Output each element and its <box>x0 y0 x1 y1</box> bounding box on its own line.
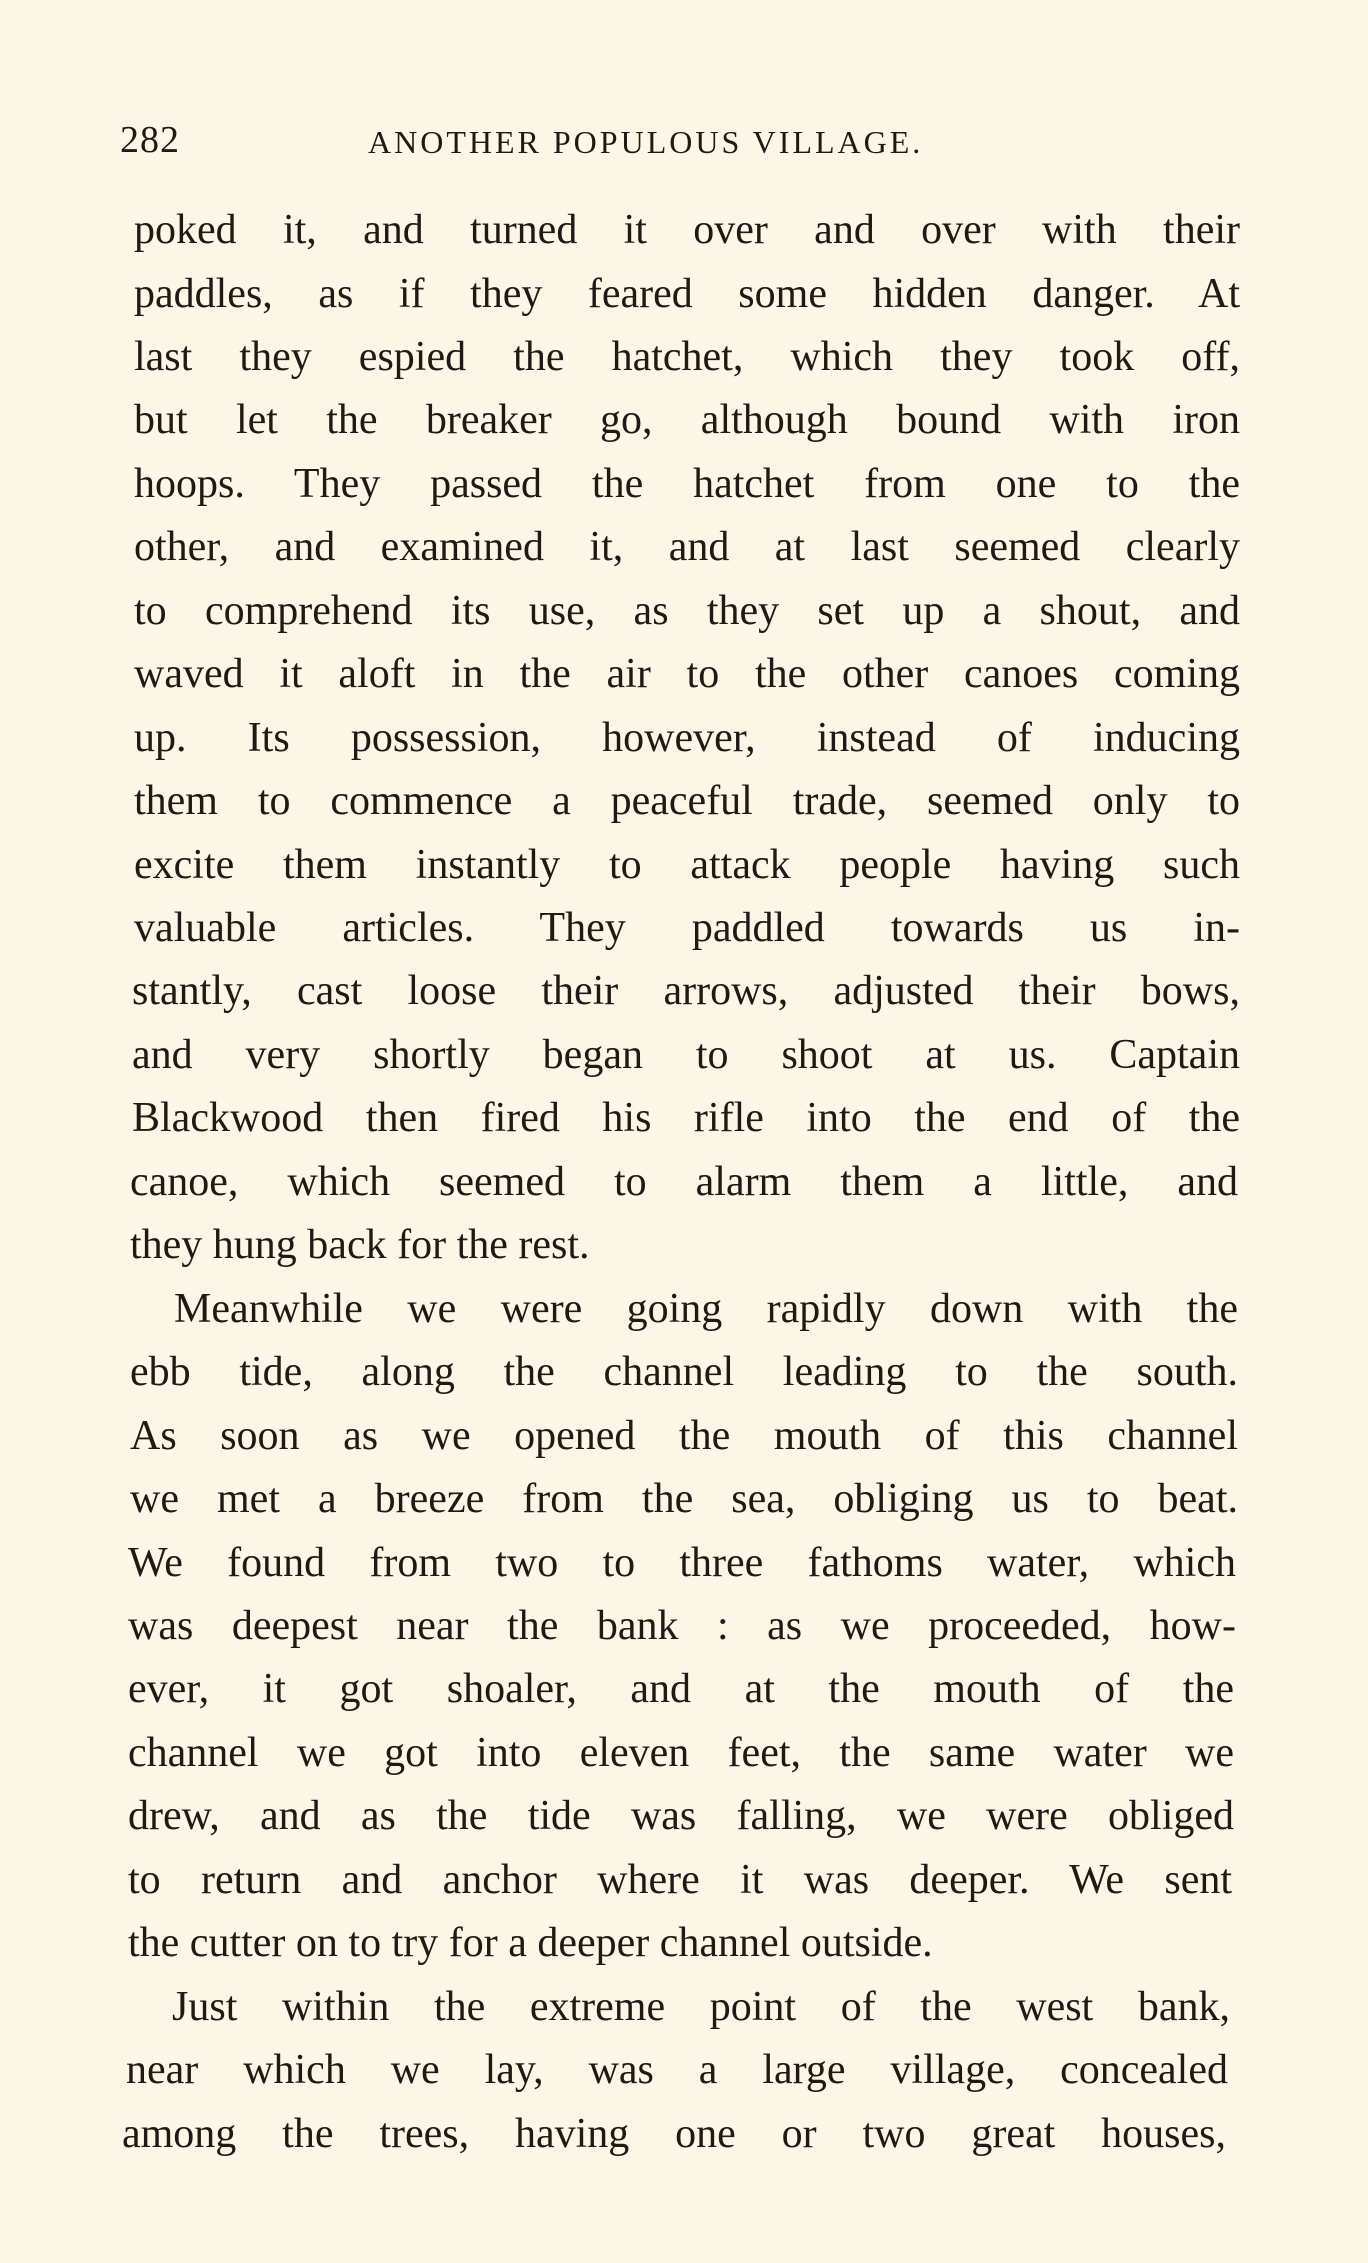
text-line: ebb tide, along the channel leading to the south. <box>130 1349 1238 1395</box>
text-line: last they espied the hatchet, which they took off, <box>134 334 1240 380</box>
text-line: valuable articles. They paddled towards us in- <box>134 905 1240 951</box>
text-line: waved it aloft in the air to the other canoes coming <box>134 651 1240 697</box>
text-line: drew, and as the tide was falling, we were obliged <box>128 1793 1234 1839</box>
text-line: was deepest near the bank : as we proceeded, how- <box>128 1603 1236 1649</box>
text-line: Blackwood then fired his rifle into the end of the <box>132 1095 1240 1141</box>
text-line: we met a breeze from the sea, obliging us to beat. <box>130 1476 1238 1522</box>
text-line: them to commence a peaceful trade, seemed only to <box>134 778 1240 824</box>
text-line: We found from two to three fathoms water, which <box>128 1540 1236 1586</box>
text-line: among the trees, having one or two great houses, <box>122 2111 1226 2157</box>
text-line: other, and examined it, and at last seemed clearly <box>134 524 1240 570</box>
text-line: they hung back for the rest. <box>130 1222 590 1268</box>
text-line: near which we lay, was a large village, concealed <box>126 2047 1228 2093</box>
text-line: but let the breaker go, although bound with iron <box>134 397 1240 443</box>
page-number: 282 <box>120 119 180 161</box>
text-line: excite them instantly to attack people having such <box>134 842 1240 888</box>
text-line: to return and anchor where it was deeper. We sent <box>128 1857 1232 1903</box>
text-line: stantly, cast loose their arrows, adjusted their bows, <box>132 968 1240 1014</box>
text-line: and very shortly began to shoot at us. Captain <box>132 1032 1240 1078</box>
page-header <box>120 118 1220 178</box>
text-line: hoops. They passed the hatchet from one to the <box>134 461 1240 507</box>
text-line: canoe, which seemed to alarm them a little, and <box>130 1159 1238 1205</box>
text-line: Meanwhile we were going rapidly down with the <box>174 1286 1238 1332</box>
text-line: channel we got into eleven feet, the same water we <box>128 1730 1234 1776</box>
text-line: paddles, as if they feared some hidden danger. At <box>134 271 1240 317</box>
text-line: the cutter on to try for a deeper channel outside. <box>128 1920 933 1966</box>
text-line: As soon as we opened the mouth of this channel <box>130 1413 1238 1459</box>
text-line: Just within the extreme point of the west bank, <box>172 1984 1230 2030</box>
text-line: up. Its possession, however, instead of inducing <box>134 715 1240 761</box>
running-head: ANOTHER POPULOUS VILLAGE. <box>368 124 924 160</box>
text-line: ever, it got shoaler, and at the mouth of the <box>128 1666 1234 1712</box>
text-line: to comprehend its use, as they set up a shout, and <box>134 588 1240 634</box>
text-line: poked it, and turned it over and over with their <box>134 207 1240 253</box>
